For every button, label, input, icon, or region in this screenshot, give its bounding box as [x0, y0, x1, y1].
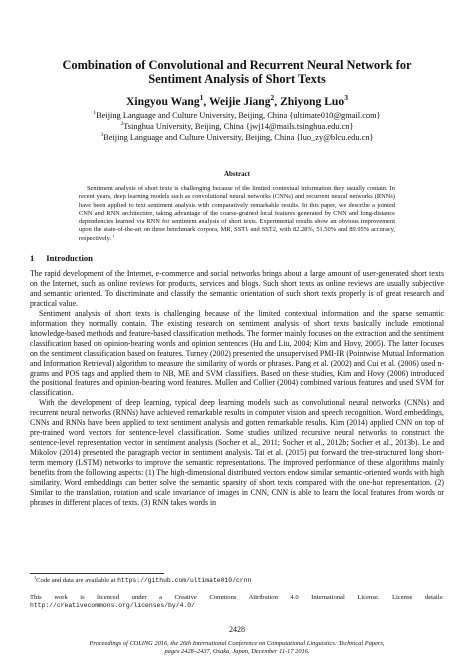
title-line-2: Sentiment Analysis of Short Texts: [148, 72, 326, 86]
section-number: 1: [30, 253, 35, 263]
affiliation-mark: 2: [120, 121, 124, 128]
page-number: 2428: [229, 625, 245, 634]
venue-footer: [40, 640, 434, 656]
paragraph: With the development of deep learning, typical deep learning models such as convolutional neural networks (CNNs) and recurrent neural networks (RNNs) have achieved remarkable results in computer vision and speech recognition. Word embeddings, CNNs and RNNs have been applied to text sentiment analysis and gotten remarkable results. Kim (2014) applied CNN on top of pre-trained word vectors for sentence-level classification. Some studies utilized recursive neural networks to construct the sentence-level representation vector in sentiment analysis (Socher et al., 2011; Socher et al., 2012b; Socher et al., 2013b). Le and Mikolov (2014) presented the paragraph vector in sentiment analysis. Tai et al. (2015) put forward the tree-structured long short-term memory (LSTM) networks to improve the semantic representations. The improved performance of these algorithms mainly benefits from the following aspects: (1) The high-dimensional distributed vectors endow similar semantic-oriented words with high similarity. Word embeddings can better solve the semantic sparsity of short texts compared with the one-hot representation. (2) Similar to the translation, rotation and scale invariance of images in CNN, CNN is able to learn the local features from words or phrases in different places of texts. (3) RNN takes words in: [30, 398, 444, 507]
affiliation-mark: 1: [93, 110, 97, 117]
author-mark: 1: [199, 93, 204, 103]
footnote-divider: [30, 573, 164, 574]
license-notice: [30, 594, 444, 611]
abstract-text: Sentiment analysis of short texts is challenging because of the limited contextual information they usually contain. In recent years, deep learning models such as convolutional neural networks (CNNs) and recurrent neural networks (RNNs) have been applied to text sentiment analysis with comparatively remarkable results. In this paper, we describe a jointed CNN and RNN architecture, taking advantage of the coarse-grained local features generated by CNN and long-distance dependencies learned via RNN for sentiment analysis of short texts. Experimental results show an obvious improvement upon the state-of-the-art on three benchmark corpora, MR, SST1 and SST2, with 82.28%, 51.50% and 89.95% accuracy, respectively.: [79, 185, 395, 242]
footnote-number: 1: [34, 574, 37, 580]
paragraph: Sentiment analysis of short texts is challenging because of the limited contextual information and the sparse semantic information they normally contain. The existing research on sentiment analysis of short texts basically include emotional knowledge-based methods and feature-based classification methods. The former mainly focuses on the extraction and the sentiment classification based on opinion-bearing words and opinion sentences (Hu and Liu, 2004; Kim and Hovy, 2005). The latter focuses on the sentiment classification based on features. Turney (2002) presented the unsupervised PMI-IR (Pointwise Mutual Information and Information Retrieval) algorithm to measure the similarity of words or phrases. Pang et al. (2002) and Cui et al. (2006) used n-grams and POS tags and applied them to NB, ME and SVM classifiers. Based on these studies, Kim and Hovy (2006) introduced the positional features and opinion-bearing word features. Mullen and Collier (2004) combined various features and used SVM for classification.: [30, 308, 444, 398]
venue-line-2: pages 2428–2437, Osaka, Japan, December 11-17 2016.: [164, 648, 310, 655]
author-list: Xingyou Wang$^1$, Weijie Jiang$^2$, Zhiyong Luo$^3$: [126, 93, 348, 108]
affiliation-3: [30, 133, 444, 143]
affiliation-mark: 3: [100, 132, 104, 139]
venue-line-1: Proceedings of COLING 2016, the 26th International Conference on Computational Linguistics: Technical Papers,: [89, 640, 385, 647]
affiliation-text: Tsinghua University, Beijing, China {jwj14@mails.tsinghua.edu.cn}: [123, 122, 354, 131]
footnote-marker[interactable]: 1: [112, 232, 115, 238]
author-name: Weijie Jiang: [208, 95, 271, 108]
introduction-body: [30, 269, 444, 508]
affiliation-text: Beijing Language and Culture University, Beijing, China {ultimate010@gmail.com}: [96, 111, 381, 120]
code-url-link[interactable]: https://github.com/ultimate010/crnn: [117, 577, 252, 584]
affiliation-1: [30, 111, 444, 121]
author-mark: 2: [270, 93, 275, 103]
author-mark: 3: [344, 93, 348, 103]
section-heading: [30, 253, 105, 263]
abstract-heading: Abstract: [223, 170, 251, 178]
license-url-link[interactable]: http://creativecommons.org/licenses/by/4.0/: [30, 602, 195, 610]
affiliation-2: [30, 122, 444, 132]
author-name: Xingyou Wang: [126, 95, 200, 108]
paper-title: [40, 58, 434, 86]
license-text: This work is licenced under a Creative Commons Attribution 4.0 International License. License details:: [30, 594, 444, 601]
paragraph: The rapid development of the Internet, e-commerce and social networks brings about a large amount of user-generated short texts on the Internet, such as online reviews for products, services and blogs. Such short texts as online reviews are usually subjective and semantic oriented. To discriminate and classify the semantic orientation of such short texts properly is of great research and practical value.: [30, 269, 444, 308]
footnote: [34, 574, 252, 584]
author-name: Zhiyong Luo: [280, 95, 345, 108]
affiliation-text: Beijing Language and Culture University, Beijing, China {luo_zy@blcu.edu.cn}: [103, 133, 374, 142]
title-line-1: Combination of Convolutional and Recurrent Neural Network for: [62, 58, 412, 72]
footnote-text: Code and data are available at: [36, 577, 116, 584]
section-title: Introduction: [46, 253, 93, 263]
abstract-body: [79, 185, 395, 243]
